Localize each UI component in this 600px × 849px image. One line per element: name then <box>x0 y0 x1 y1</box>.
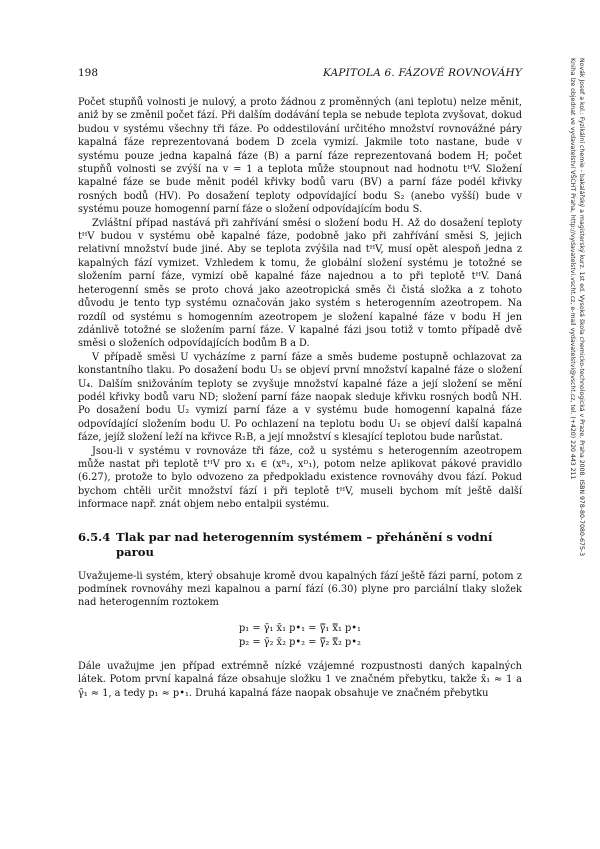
equation-block <box>78 622 522 650</box>
paragraph: Dále uvažujme jen případ extrémně nízké vzájemné rozpustnosti daných kapalných látek. Potom první kapalná fáze obsahuje složku 1 ve značném přebytku, takže x̄₁ ≈ 1 a γ̄₁ ≈ 1, a tedy p₁ ≈ p•₁. Druhá kapalná fáze naopak obsahuje ve značném přebytku <box>78 660 522 699</box>
paragraph: V případě směsi U vycházíme z parní fáze a směs budeme postupně ochlazovat za konstantního tlaku. Po dosažení bodu U₃ se objeví první množství kapalné fáze o složení U₄. Dalším snižováním teploty se zvyšuje množství kapalné fáze a její složení se mění podél křivky bodů varu ND; složení parní fáze naopak sleduje křivku rosných bodů NH. Po dosažení bodu U₂ vymizí parní fáze a v systému bude homogenní kapalná fáze odpovídající složením bodu U. Po ochlazení na teplotu bodu U₁ se objeví další kapalná fáze, jejíž složení leží na křivce R₁B, a její množství s klesající teplotou bude narůstat. <box>78 351 522 444</box>
paragraph: Zvláštní případ nastává při zahřívání směsi o složení bodu H. Až do dosažení teploty tᴴV budou v systému obě kapalné fáze, podobně jako při zahřívání směsi S, jejich relativní množství bude jiné. Aby se teplota zvýšila nad tᴴV, musí opět alespoň jedna z kapalných fází vymizet. Vzhledem k tomu, že globální složení systému je totožné se složením parní fáze, vymizí obě kapalné fáze najednou a to při teplotě tᴴV. Daná heterogenní směs se proto chová jako azeotropická směs či čistá složka a z tohoto důvodu je tento typ systému označován jako systém s heterogenním azeotropem. Na rozdíl od systému s homogenním azeotropem je složení kapalné fáze v bodu H jen zdánlivě totožné se složením parní fáze. V kapalné fázi jsou totiž v tomto případě dvě směsi o složeních odpovídajících bodům B a D. <box>78 217 522 350</box>
page-number: 198 <box>78 67 99 79</box>
side-notice-line: Novák Josef a kol.: Fyzikální chemie - bakalářský a magisterský kurz. 1st ed. Vysoká škola chemicko-technologická v Praze, Praha 2008. ISBN 978-80-7080-675-3 <box>578 58 585 557</box>
page-body <box>78 96 522 700</box>
side-notice-line: Kniha lze objednat ve vydavatelství VŠCHT Praha, http://vydavatelstvi.vscht.cz, e-mail vydavatelstvi@vscht.cz, tel. (+420) 220 443 211 <box>569 58 576 480</box>
page-header <box>78 66 522 80</box>
paragraph: Jsou-li v systému v rovnováze tři fáze, což u systému s heterogenním azeotropem může nastat při teplotě tᴴV pro x₁ ∈ (xᴮ₁, xᴰ₁), potom nelze aplikovat pákové pravidlo (6.27), protože to bylo odvozeno za předpokladu existence rovnováhy dvou fází. Pokud bychom chtěli určit množství fází i při teplotě tᴴV, museli bychom mít ještě další informace např. znát objem nebo entalpii systému. <box>78 445 522 511</box>
equation: p₁ = γ̄₁ x̄₁ p•₁ = γ̿₁ x̿₁ p•₁ <box>239 622 361 634</box>
section-intro: Uvažujeme-li systém, který obsahuje kromě dvou kapalných fází ještě fázi parní, potom z podmínek rovnováhy mezi kapalnou a parní fází (6.30) plyne pro parciální tlaky složek nad heterogenním roztokem <box>78 570 522 609</box>
equation: p₂ = γ̄₂ x̄₂ p•₂ = γ̿₂ x̿₂ p•₂ <box>239 636 361 648</box>
paragraph: Počet stupňů volnosti je nulový, a proto žádnou z proměnných (ani teplotu) nelze měnit, aniž by se změnil počet fází. Při dalším dodávání tepla se nebude teplota zvyšovat, dokud budou v systému všechny tři fáze. Po oddestilování určitého množství rovnovážné páry kapalná fáze reprezentovaná bodem D zcela vymizí. Jakmile toto nastane, bude v systému pouze jedna kapalná fáze (B) a parní fáze reprezentovaná bodem H; počet stupňů volnosti se zvýší na v = 1 a teplota může stoupnout nad hodnotu tᴴV. Složení kapalné fáze se bude měnit podél křivky bodů varu (BV) a parní fáze podél křivky rosných bodů (HV). Po dosažení teploty odpovídající bodu S₂ (anebo vyšší) bude v systému pouze homogenní parní fáze o složení odpovídajícím bodu S. <box>78 97 522 216</box>
section-heading <box>78 530 522 560</box>
section-number: 6.5.4 <box>78 529 111 544</box>
section-title: Tlak par nad heterogenním systémem – přehánění s vodní parou <box>116 529 493 559</box>
running-title: KAPITOLA 6. FÁZOVÉ ROVNOVÁHY <box>323 67 522 79</box>
side-copyright-notice <box>566 58 586 838</box>
